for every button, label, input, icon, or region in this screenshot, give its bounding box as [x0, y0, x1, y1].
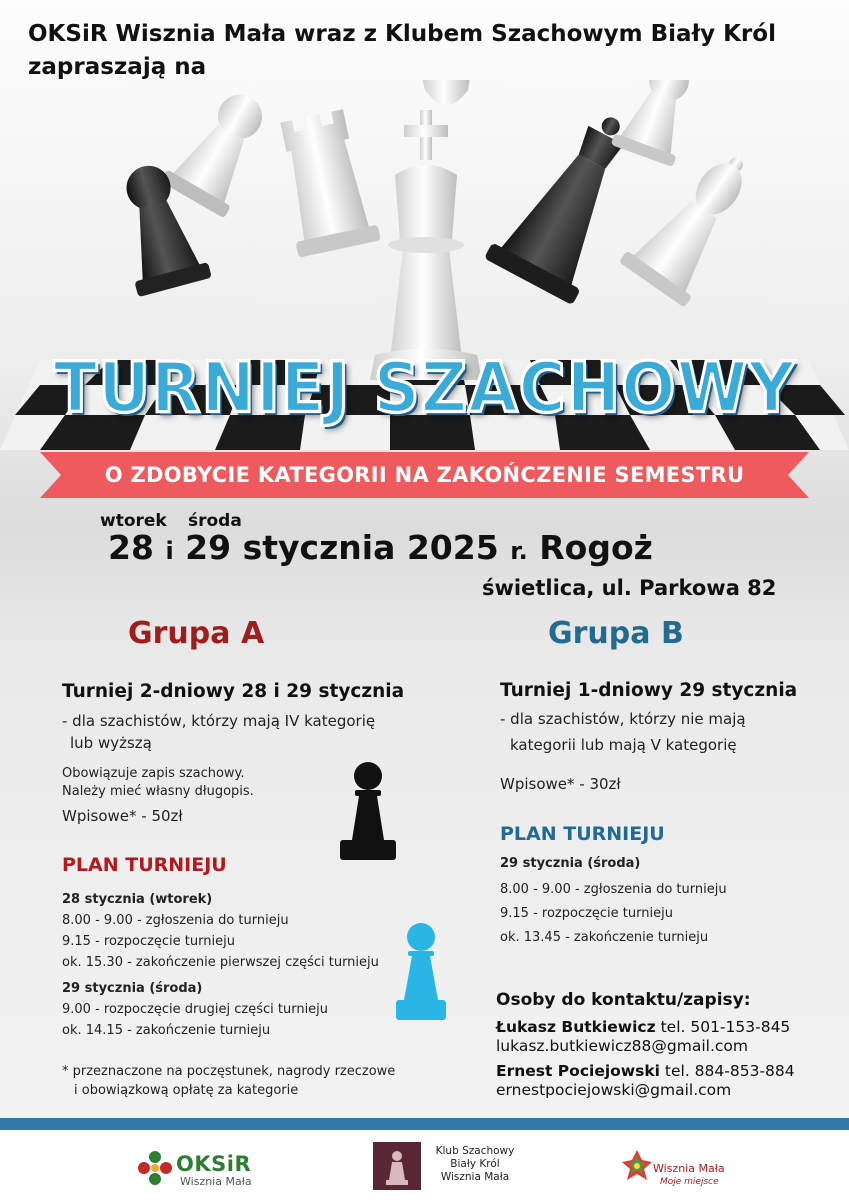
intro-line-1: OKSiR Wisznia Mała wraz z Klubem Szachowym Biały Król — [28, 21, 776, 47]
event-venue: świetlica, ul. Parkowa 82 — [482, 576, 777, 600]
white-pawn-left — [160, 80, 283, 218]
group-a-plan-title: PLAN TURNIEJU — [62, 854, 227, 876]
group-a-day2-item: ok. 14.15 - zakończenie turnieju — [62, 1023, 271, 1038]
club-line-2: Biały Król — [450, 1158, 500, 1170]
white-pawn-top — [422, 80, 470, 105]
group-a-audience-2: lub wyższą — [70, 734, 152, 752]
wisznia-mala-logo-sub: Moje miejsce — [660, 1177, 719, 1187]
group-a-day1-item: ok. 15.30 - zakończenie pierwszej części turnieju — [62, 955, 379, 970]
group-a-day1-item: 8.00 - 9.00 - zgłoszenia do turnieju — [62, 913, 289, 928]
group-b-title: Grupa B — [548, 616, 684, 651]
white-rook — [271, 107, 381, 257]
club-logo-text — [430, 1145, 520, 1184]
group-a-day1-item: 9.15 - rozpoczęcie turnieju — [62, 934, 235, 949]
group-a-fee: Wpisowe* - 50zł — [62, 807, 183, 825]
group-b-audience-2: kategorii lub mają V kategorię — [510, 736, 737, 754]
event-date — [108, 528, 653, 567]
contact-2-name: Ernest Pociejowski — [496, 1062, 660, 1080]
footnote-2: i obowiązkową opłatę za kategorie — [74, 1083, 299, 1098]
contact-2-email[interactable]: ernestpociejowski@gmail.com — [496, 1081, 732, 1099]
group-b-item: 8.00 - 9.00 - zgłoszenia do turnieju — [500, 882, 727, 897]
group-a-title: Grupa A — [128, 616, 265, 651]
page-title: TURNIEJ SZACHOWY — [53, 349, 796, 429]
oksir-logo-icon — [137, 1150, 173, 1186]
group-b-day-label: 29 stycznia (środa) — [500, 856, 641, 871]
white-king — [370, 110, 482, 380]
group-b-plan-title: PLAN TURNIEJU — [500, 823, 665, 845]
contact-1-email[interactable]: lukasz.butkiewicz88@gmail.com — [496, 1037, 748, 1055]
contact-1-tel: tel. 501-153-845 — [660, 1018, 791, 1036]
black-pawn-icon — [338, 760, 398, 862]
white-bishop-right — [619, 136, 773, 308]
day-label-2: środa — [188, 511, 242, 531]
footer-divider-bar — [0, 1118, 849, 1130]
date-first: 28 — [108, 528, 154, 567]
contact-1-line — [496, 1018, 790, 1036]
event-place: Rogoż — [539, 528, 653, 567]
group-a-note-2: Należy mieć własny długopis. — [62, 784, 254, 799]
group-a-headline: Turniej 2-dniowy 28 i 29 stycznia — [62, 681, 405, 702]
oksir-logo-sub: Wisznia Mała — [180, 1175, 252, 1188]
intro-line-2: zapraszają na — [28, 54, 207, 80]
group-b-fee: Wpisowe* - 30zł — [500, 775, 621, 793]
intro-text — [28, 18, 828, 84]
date-second: 29 stycznia 2025 — [185, 528, 499, 567]
group-b-headline: Turniej 1-dniowy 29 stycznia — [500, 680, 798, 701]
group-a-day1-label: 28 stycznia (wtorek) — [62, 892, 213, 907]
date-conj: i — [165, 537, 174, 565]
group-a-audience-1: - dla szachistów, którzy mają IV kategorię — [62, 712, 376, 730]
group-a-day2-item: 9.00 - rozpoczęcie drugiej części turnieju — [62, 1002, 329, 1017]
white-pawn-top-right — [611, 80, 707, 167]
group-b-item: 9.15 - rozpoczęcie turnieju — [500, 906, 673, 921]
wisznia-mala-logo-name: Wisznia Mała — [653, 1162, 725, 1175]
date-r: r. — [510, 537, 528, 565]
day-label-1: wtorek — [100, 511, 167, 531]
group-b-item: ok. 13.45 - zakończenie turnieju — [500, 930, 709, 945]
group-b-audience-1: - dla szachistów, którzy nie mają — [500, 710, 746, 728]
contact-2-tel: tel. 884-853-884 — [664, 1062, 795, 1080]
contacts-heading: Osoby do kontaktu/zapisy: — [496, 990, 751, 1010]
cyan-pawn-icon — [396, 922, 446, 1020]
group-a-day2-label: 29 stycznia (środa) — [62, 981, 203, 996]
club-line-3: Wisznia Mała — [440, 1171, 510, 1183]
group-a-note-1: Obowiązuje zapis szachowy. — [62, 766, 245, 781]
club-logo-icon — [373, 1142, 421, 1190]
club-line-1: Klub Szachowy — [435, 1145, 515, 1157]
wisznia-mala-logo-icon — [622, 1150, 652, 1184]
oksir-logo-name: OKSiR — [176, 1152, 252, 1176]
subtitle: O ZDOBYCIE KATEGORII NA ZAKOŃCZENIE SEMESTRU — [104, 463, 745, 487]
contact-2-line — [496, 1062, 795, 1080]
footnote-1: * przeznaczone na poczęstunek, nagrody rzeczowe — [62, 1064, 396, 1079]
contact-1-name: Łukasz Butkiewicz — [496, 1018, 656, 1036]
